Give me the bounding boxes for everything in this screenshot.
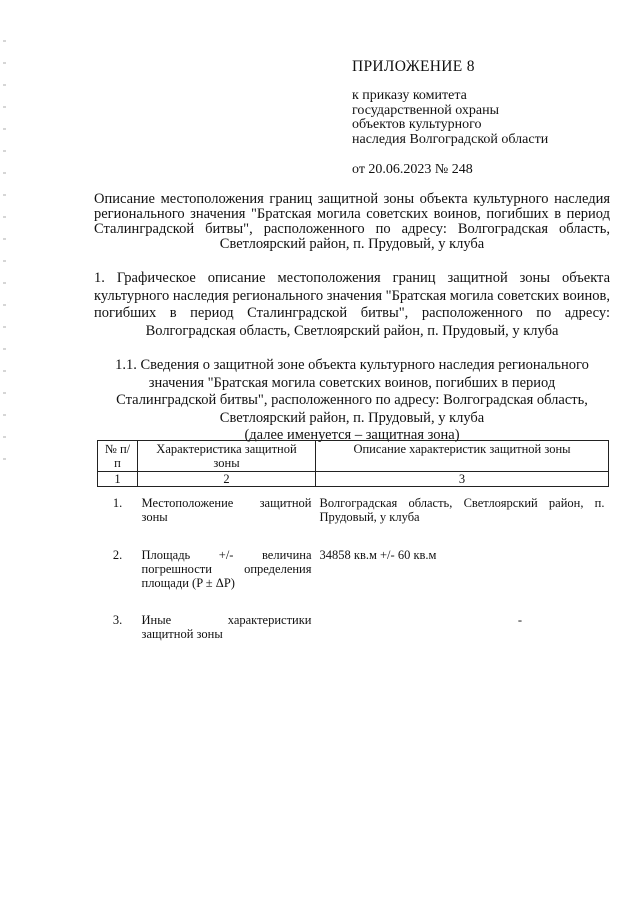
header-line: наследия Волгоградской области [352,131,549,147]
document-title-text: Описание местоположения границ защитной зоны объекта культурного наследия регионального значения "Братская могила советских воинов, погибших в период Сталинградской битвы", расположенного по адресу: Волгоградская область, Светлоярский район, п. Прудовый, у клуба [94,191,610,252]
appendix-header [352,58,622,178]
column-number: 1 [98,472,138,487]
table-header-row [98,441,609,472]
column-number: 3 [316,472,609,487]
protected-zone-table [97,440,609,646]
section-1 [94,270,610,340]
column-header-number: № п/п [98,441,138,472]
row-characteristic: Иные характеристики защитной зоны [141,613,312,641]
appendix-title: ПРИЛОЖЕНИЕ 8 [352,58,475,75]
table-row [98,604,609,646]
subsection-1-1-note: (далее именуется – защитная зона) [244,427,460,443]
row-description: - [517,613,523,627]
row-characteristic: Площадь +/- величина погрешности определения площади (P ± ΔP) [141,548,312,590]
header-line: государственной охраны [352,102,500,118]
column-number: 2 [138,472,316,487]
row-description: Волгоградская область, Светлоярский район, п. Прудовый, у клуба [319,496,605,524]
row-characteristic: Местоположение защитной зоны [141,496,312,524]
row-number: 1. [112,496,123,510]
scan-edge-artifact [3,40,6,480]
document-title [94,192,610,252]
column-header-characteristic: Характеристика защитной зоны [138,441,316,472]
table-row [98,539,609,604]
header-line: к приказу комитета [352,88,467,103]
section-1-heading: 1. Графическое описание местоположения границ защитной зоны объекта культурного наследия регионального значения "Братская могила советских воинов, погибших в период Сталинградской битвы", расположенного по адресу: Волгоградская область, Светлоярский район, п. Прудовый, у клуба [94,270,610,339]
row-description: 34858 кв.м +/- 60 кв.м [319,548,437,562]
row-number: 2. [112,548,123,562]
subsection-1-1 [98,357,606,445]
row-number: 3. [112,613,123,627]
order-date: от 20.06.2023 № 248 [352,162,473,177]
header-line: объектов культурного [352,117,482,132]
column-number-row [98,472,609,487]
table-row [98,487,609,540]
subsection-1-1-heading: 1.1. Сведения о защитной зоне объекта культурного наследия регионального значения "Братская могила советских воинов, погибших в период Сталинградской битвы", расположенного по адресу: Волгоградская область, Светлоярский район, п. Прудовый, у клуба [115,357,589,426]
column-header-description: Описание характеристик защитной зоны [316,441,609,472]
